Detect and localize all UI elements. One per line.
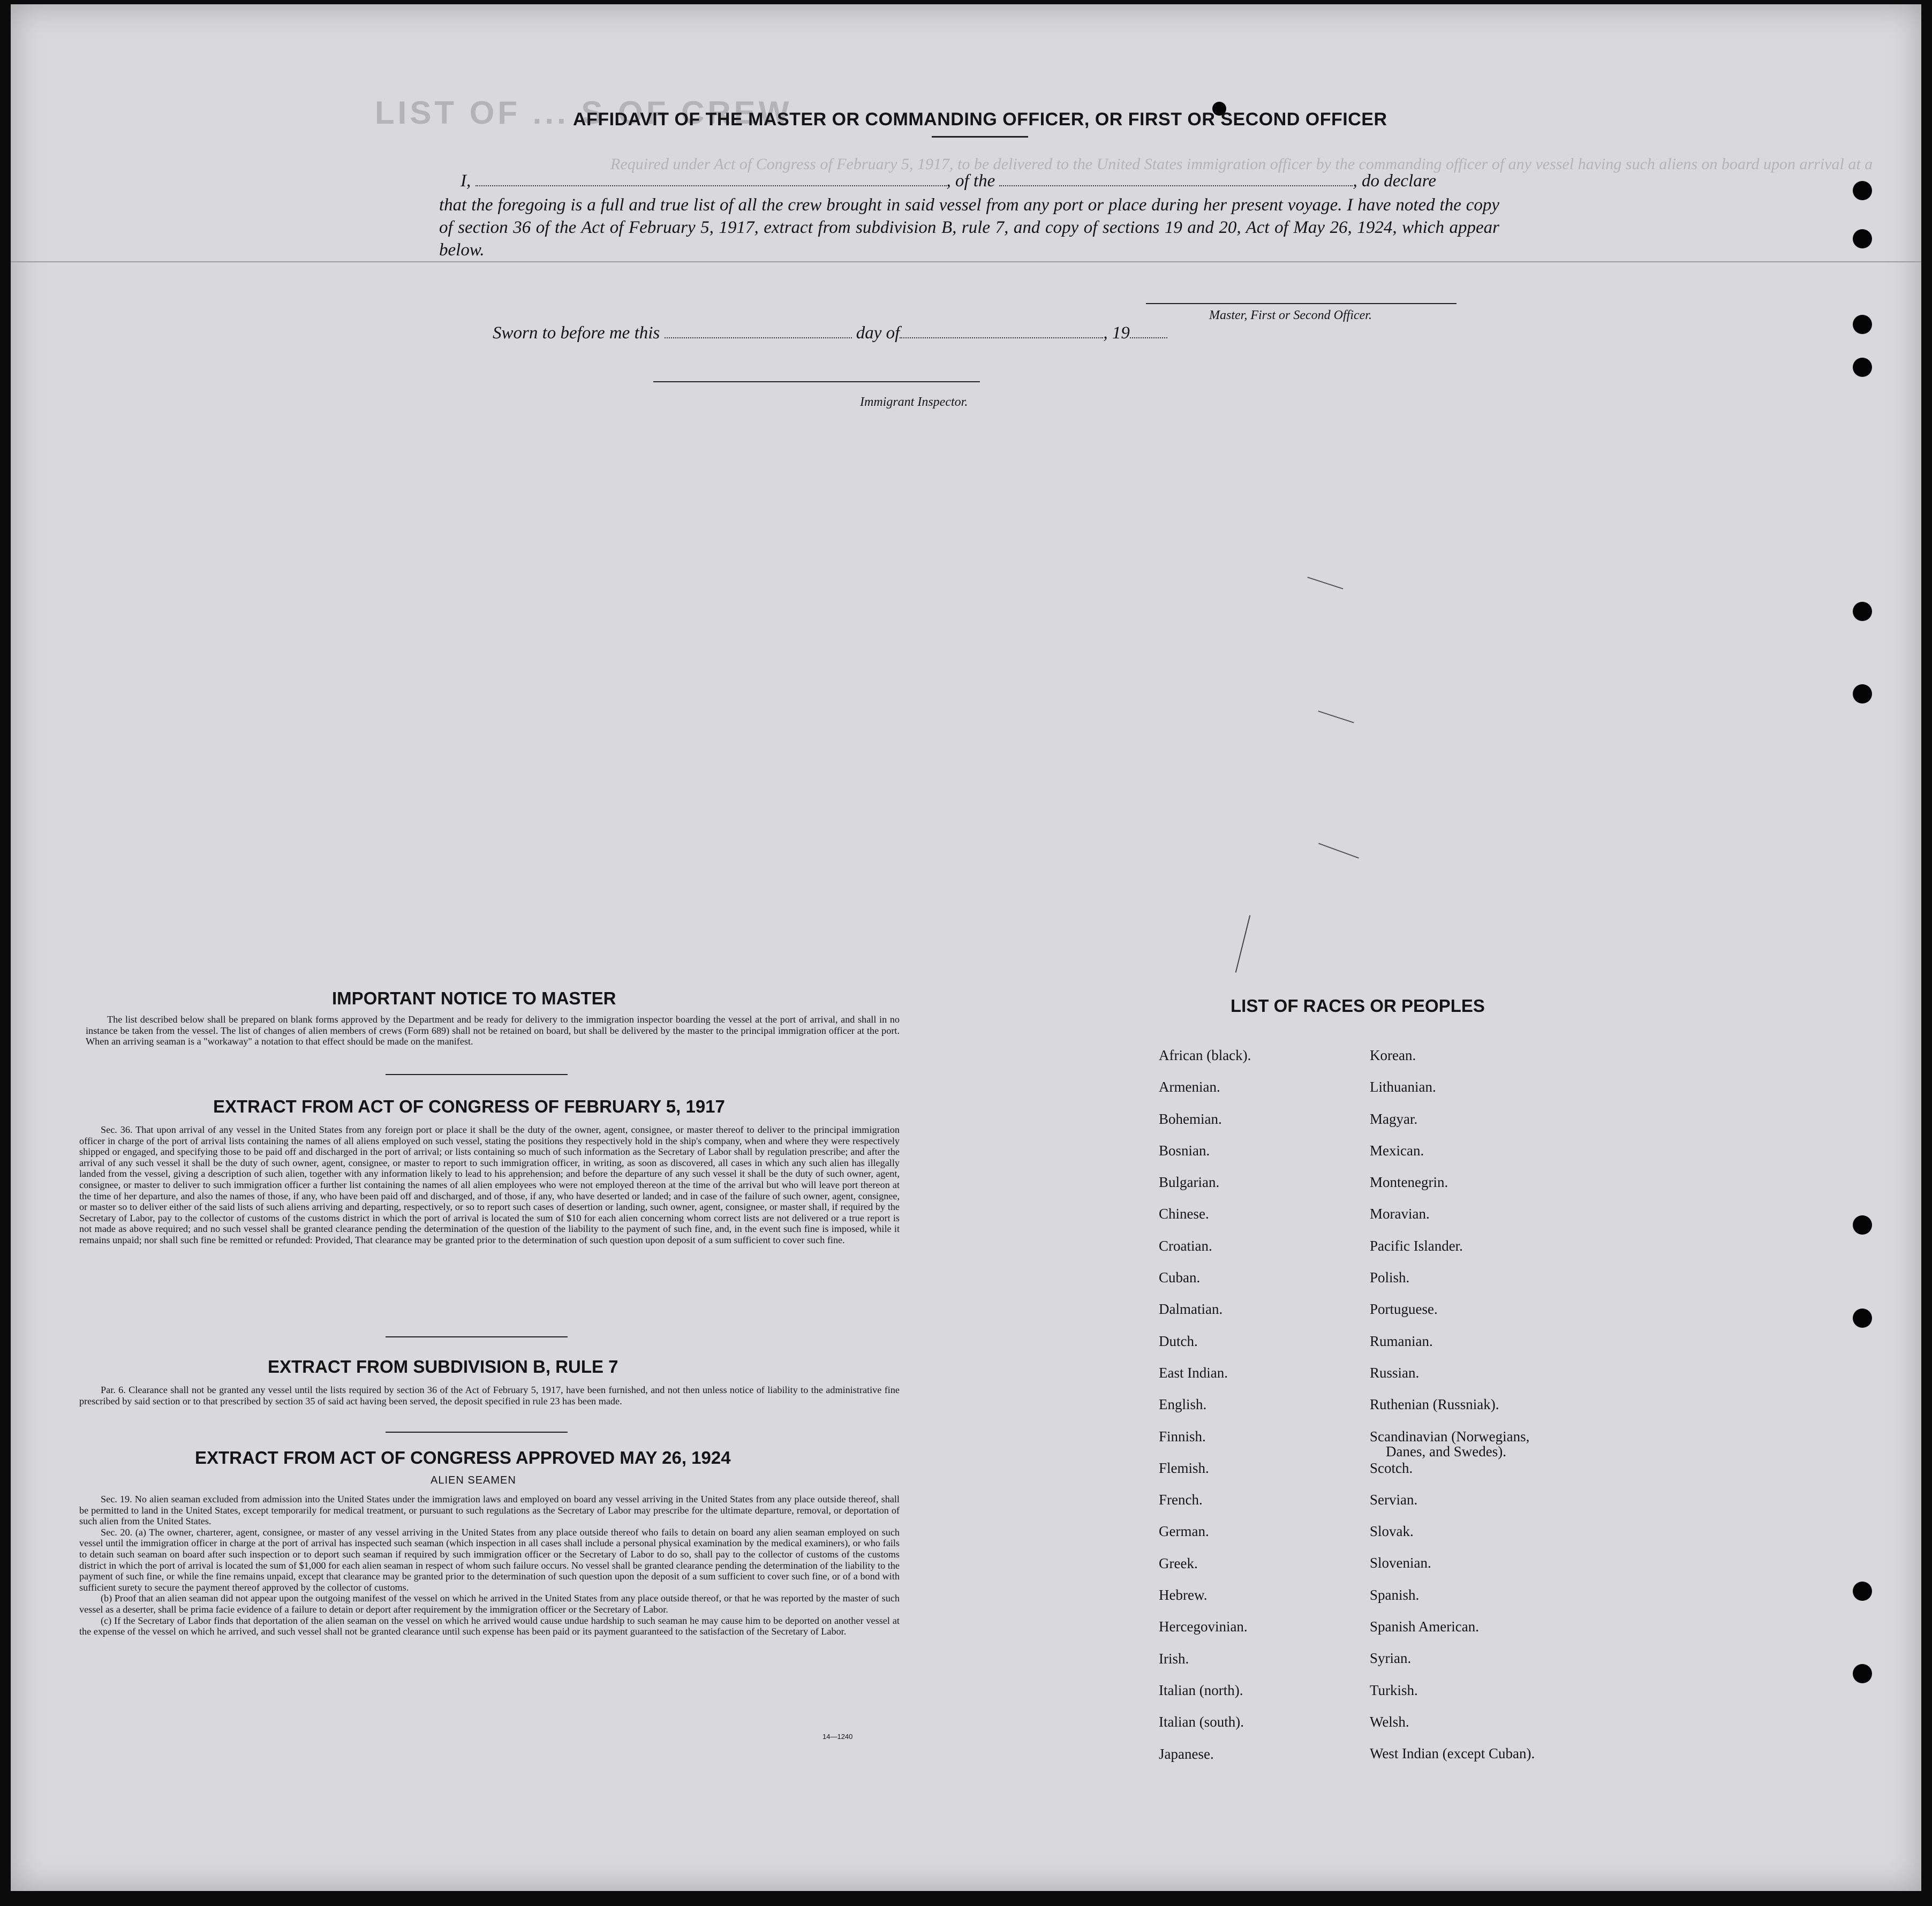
race-item: Irish. — [1159, 1650, 1189, 1667]
bleedthrough-line: Required under Act of Congress of February 5, 1917, to be delivered to the United States immigration officer by the commanding officer of any vessel having such aliens on board upon arrival at a — [610, 155, 1873, 173]
races-left-column — [1159, 1047, 1251, 1778]
sec-20a-paragraph: Sec. 20. (a) The owner, charterer, agent, consignee, or master of any vessel arriving in the United States from any place outside thereof who fails to detain on board any alien seaman employed on such vessel until the immigration officer in charge at the port of arrival has inspected such seaman (which inspection in all cases shall include a personal physical examination by the medical examiners), or who fails to detain such seaman on board after such inspection or to deport such seaman if required by such immigration officer or the Secretary of Labor to do so, shall pay to the collector of customs of the customs district in which the port of arrival is located the sum of $1,000 for each alien seaman in respect of whom such failure occurs. No vessel shall be granted clearance pending the determination of the liability to the payment of such fine, or while the fine remains unpaid, except that clearance may be granted prior to the determination of such question upon the deposit of a sum sufficient to cover such fine, or of a bond with sufficient surety to secure the payment thereof approved by the collector of customs. — [79, 1526, 900, 1593]
race-item: Danes, and Swedes). — [1386, 1443, 1506, 1459]
race-item: Chinese. — [1159, 1206, 1209, 1222]
race-item: Welsh. — [1370, 1713, 1409, 1730]
race-item: Dalmatian. — [1159, 1301, 1223, 1318]
declaration-line — [461, 171, 1499, 191]
pencil-mark — [1307, 577, 1343, 589]
race-item: Pacific Islander. — [1370, 1237, 1463, 1254]
bleedthrough-header: LIST OF ... S OF CREW — [375, 95, 793, 131]
vessel-blank[interactable] — [999, 185, 1353, 186]
signature-line[interactable] — [1146, 303, 1456, 304]
sworn-line — [493, 323, 1167, 343]
race-item: Rumanian. — [1370, 1333, 1433, 1349]
par-6-paragraph: Par. 6. Clearance shall not be granted any vessel until the lists required by section 36 of the Act of February 5, 1917, have been furnished, and not then unless notice of liability to the administrative fine prescribed by said section or to that prescribed by section 35 of said act having been served, the deposit specified in rule 23 has been made. — [79, 1385, 900, 1406]
punch-hole — [1853, 181, 1872, 200]
affidavit-title: AFFIDAVIT OF THE MASTER OR COMMANDING OFFICER, OR FIRST OR SECOND OFFICER — [573, 109, 1387, 130]
race-item: Japanese. — [1159, 1745, 1214, 1762]
race-item: Cuban. — [1159, 1269, 1201, 1286]
bleedthrough-rule — [11, 261, 1921, 262]
punch-hole — [1853, 1309, 1872, 1328]
extract-1917-title: EXTRACT FROM ACT OF CONGRESS OF FEBRUARY 5, 1917 — [213, 1096, 725, 1116]
punch-hole — [1853, 229, 1872, 248]
declaration-body: that the foregoing is a full and true list of all the crew brought in said vessel from any port or place during her present voyage. I have noted the copy of section 36 of the Act of February 5, 1917, extract from subdivision B, rule 7, and copy of sections 19 and 20, Act of May 26, 1924, which appear below. — [439, 195, 1499, 260]
race-item: Slovenian. — [1370, 1555, 1431, 1571]
race-item: African (black). — [1159, 1047, 1251, 1063]
race-item: Bulgarian. — [1159, 1174, 1220, 1191]
race-item: German. — [1159, 1523, 1209, 1540]
punch-hole — [1853, 358, 1872, 377]
inspector-label: Immigrant Inspector. — [860, 395, 968, 409]
race-item: Bosnian. — [1159, 1142, 1210, 1159]
punch-hole — [1853, 315, 1872, 334]
sworn-day-blank[interactable] — [665, 337, 852, 338]
title-underline — [932, 136, 1028, 138]
punch-hole — [1853, 1582, 1872, 1601]
race-item: French. — [1159, 1492, 1203, 1508]
section-divider — [386, 1074, 568, 1075]
race-item: Korean. — [1370, 1047, 1416, 1063]
notice-title: IMPORTANT NOTICE TO MASTER — [332, 988, 616, 1008]
race-item: Polish. — [1370, 1269, 1410, 1286]
race-item: Turkish. — [1370, 1682, 1418, 1698]
race-item: Italian (south). — [1159, 1714, 1244, 1730]
race-item: East Indian. — [1159, 1364, 1228, 1381]
race-item: Servian. — [1370, 1491, 1418, 1508]
race-item: Italian (north). — [1159, 1682, 1243, 1698]
race-item: Scotch. — [1370, 1459, 1413, 1476]
race-item: Hebrew. — [1159, 1587, 1208, 1604]
extract-1917-text — [79, 1124, 900, 1246]
race-item: Flemish. — [1159, 1459, 1209, 1476]
pencil-mark — [1318, 843, 1359, 858]
section-divider — [386, 1336, 568, 1337]
sec-19-paragraph: Sec. 19. No alien seaman excluded from admission into the United States under the immigration laws and employed on board any vessel arriving in the United States from any place outside thereof, shall be permitted to land in the United States, except temporarily for medical treatment, or pursuant to such regulations as the Secretary of Labor may prescribe for the ultimate departure, removal, or deportation of such alien from the United States. — [79, 1494, 900, 1527]
race-item: Spanish American. — [1370, 1618, 1479, 1635]
race-item: Spanish. — [1370, 1586, 1420, 1603]
punch-hole — [1853, 684, 1872, 704]
race-item: Bohemian. — [1159, 1110, 1222, 1127]
races-title: LIST OF RACES OR PEOPLES — [1231, 996, 1485, 1016]
race-item: West Indian (except Cuban). — [1370, 1745, 1535, 1762]
day-of-label: day of — [856, 323, 900, 343]
sworn-year-blank[interactable] — [1130, 337, 1167, 338]
sworn-month-blank[interactable] — [900, 337, 1103, 338]
sec-36-paragraph: Sec. 36. That upon arrival of any vessel in the United States from any foreign port or place it shall be the duty of the owner, agent, consignee, or master thereof to deliver to the principal immigration officer in charge of the port of arrival lists containing the names of all aliens employed on such vessel, stating the positions they respectively hold in the ship's company, when and where they were respectively shipped or engaged, and specifying those to be paid off and discharged in the port of arrival; or lists containing so much of such information as the Secretary of Labor shall by regulation prescribe; and after the arrival of any such vessel it shall be the duty of such owner, agent, consignee, or master to report to such immigration officer, in writing, as soon as discovered, all cases in which any such alien has illegally landed from the vessel, giving a description of such alien, together with any information likely to lead to his apprehension; and before the departure of any such vessel it shall be the duty of such owner, agent, consignee, or master to deliver to such immigration officer a further list containing the names of all alien employees who were not employed thereon at the time of the arrival but who will leave port thereon at the time of her departure, and also the names of those, if any, who have been paid off and discharged, and of those, if any, who have deserted or landed; and in case of the failure of such owner, agent, consignee, or master so to deliver either of the said lists of such aliens arriving and departing, respectively, or so to report such cases of desertion or landing, such owner, agent, consignee, or master shall, if required by the Secretary of Labor, pay to the collector of customs of the customs district in which the port of arrival is located the sum of $10 for each alien concerning whom correct lists are not delivered or a true report is not made as above required; and no such vessel shall be granted clearance pending the determination of the question of the liability to the payment of such fine, and, in the event such fine is imposed, while it remains unpaid; nor shall such fine be remitted or refunded: Provided, That clearance may be granted prior to the determination of such question upon deposit of a sum sufficient to cover such fine. — [79, 1124, 900, 1245]
race-item: Greek. — [1159, 1555, 1198, 1571]
punch-hole — [1853, 1664, 1872, 1683]
alien-seamen-subtitle: ALIEN SEAMEN — [431, 1474, 516, 1486]
pencil-mark — [1235, 915, 1251, 972]
race-item: Russian. — [1370, 1364, 1420, 1381]
race-item: Lithuanian. — [1370, 1079, 1436, 1095]
race-item: Ruthenian (Russniak). — [1370, 1396, 1499, 1413]
race-item: Dutch. — [1159, 1333, 1198, 1349]
declaration-end: , do declare — [1353, 171, 1436, 191]
races-right-column — [1370, 1047, 1535, 1778]
race-item: Finnish. — [1159, 1428, 1206, 1444]
notice-text — [86, 1014, 900, 1047]
section-divider — [386, 1432, 568, 1433]
race-item: English. — [1159, 1396, 1207, 1413]
pencil-mark — [1318, 710, 1354, 723]
extract-1924-text — [79, 1494, 900, 1637]
race-item: Scandinavian (Norwegians, — [1370, 1428, 1530, 1444]
sec-20b-paragraph: (b) Proof that an alien seaman did not appear upon the outgoing manifest of the vessel on which he arrived in the United States from any place outside thereof, or that he was reported by the master of such vessel as a deserter, shall be prima facie evidence of a failure to detain or deport after requirement by the immigration officer or the Secretary of Labor. — [79, 1593, 900, 1615]
rule7-title: EXTRACT FROM SUBDIVISION B, RULE 7 — [268, 1357, 618, 1376]
rule7-text — [79, 1385, 900, 1406]
form-number: 14—1240 — [822, 1733, 853, 1741]
name-blank[interactable] — [476, 185, 947, 186]
sec-20c-paragraph: (c) If the Secretary of Labor finds that deportation of the alien seaman on the vessel on which he arrived would cause undue hardship to such seaman he may cause him to be deported on another vessel at the expense of the vessel on which he arrived, and such vessel shall not be granted clearance until such expense has been paid or its payment guaranteed to the satisfaction of the Secretary of Labor. — [79, 1615, 900, 1637]
race-item: Portuguese. — [1370, 1301, 1438, 1318]
race-item: Hercegovinian. — [1159, 1618, 1248, 1635]
year-prefix: , 19 — [1103, 323, 1130, 343]
notice-paragraph: The list described below shall be prepared on blank forms approved by the Department and be ready for delivery to the immigration inspector boarding the vessel at the port of arrival, and shall in no instance be taken from the vessel. The list of changes of alien members of crews (Form 689) shall not be retained on board, but shall be delivered by the master to the principal immigration officer at the port. When an arriving seaman is a "workaway" a notation to that effect should be made on the manifest. — [86, 1014, 900, 1047]
race-item: Syrian. — [1370, 1650, 1412, 1667]
signature-label: Master, First or Second Officer. — [1209, 308, 1372, 322]
race-item: Armenian. — [1159, 1079, 1220, 1095]
race-item: Mexican. — [1370, 1142, 1424, 1159]
sworn-label: Sworn to before me this — [493, 323, 660, 343]
race-item: Moravian. — [1370, 1206, 1430, 1222]
punch-hole — [1853, 602, 1872, 621]
inspector-signature-line[interactable] — [653, 381, 980, 382]
document-page — [11, 4, 1921, 1891]
race-item: Magyar. — [1370, 1110, 1418, 1127]
declaration-i: I, — [461, 171, 471, 191]
extract-1924-title: EXTRACT FROM ACT OF CONGRESS APPROVED MAY 26, 1924 — [195, 1448, 731, 1468]
race-item: Slovak. — [1370, 1523, 1414, 1540]
declaration-of-the: , of the — [946, 171, 995, 191]
race-item: Croatian. — [1159, 1237, 1212, 1254]
punch-hole — [1853, 1215, 1872, 1235]
race-item: Montenegrin. — [1370, 1174, 1448, 1191]
